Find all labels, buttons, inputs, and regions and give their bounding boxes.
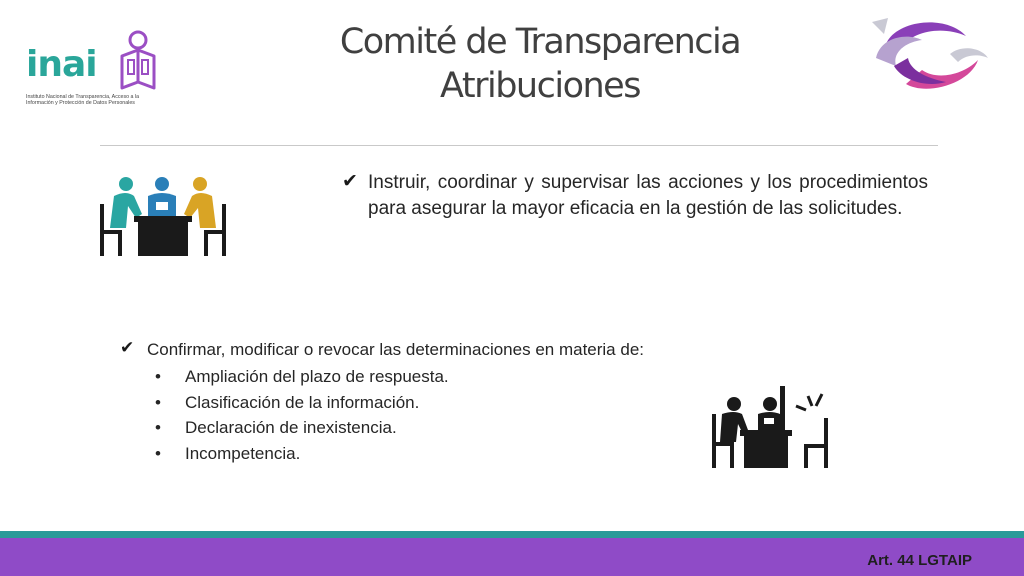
bullet-confirmar [120,338,760,466]
inai-wordmark: inai [26,44,97,85]
checkmark-icon: ✔ [120,338,135,357]
inai-tagline: Instituto Nacional de Transparencia, Acceso a la Información y Protección de Datos Personales [26,94,140,107]
footer-teal-band [0,531,1024,538]
bullet-dot-icon: • [155,443,161,463]
list-item: • Declaración de inexistencia. [155,415,760,441]
subitem-list [155,364,760,466]
title-divider [100,145,938,146]
inai-logo [22,30,162,114]
bullet-confirmar-text: Confirmar, modificar o revocar las determinaciones en materia de: [147,340,644,359]
meeting-table-icon [98,174,228,258]
list-item: • Clasificación de la información. [155,390,760,416]
meeting-argument-icon [708,384,832,470]
checkmark-icon: ✔ [342,171,358,192]
title-line-2: Atribuciones [440,66,640,106]
list-item: • Ampliación del plazo de respuesta. [155,364,760,390]
bullet-dot-icon: • [155,418,161,437]
purple-swirl-logo-icon [866,14,992,96]
bullet-dot-icon: • [155,367,161,386]
footer-reference: Art. 44 LGTAIP [867,552,972,569]
inai-book-figure-icon [118,30,162,90]
bullet-instruir-text: Instruir, coordinar y supervisar las acciones y los procedimientos para asegurar la mayor eficacia en la gestión de las solicitudes. [368,172,928,219]
title-line-1: Comité de Transparencia [339,22,741,62]
bullet-dot-icon: • [155,392,161,412]
bullet-instruir [342,170,928,222]
list-item: • Incompetencia. [155,441,760,467]
slide-title [230,20,850,108]
